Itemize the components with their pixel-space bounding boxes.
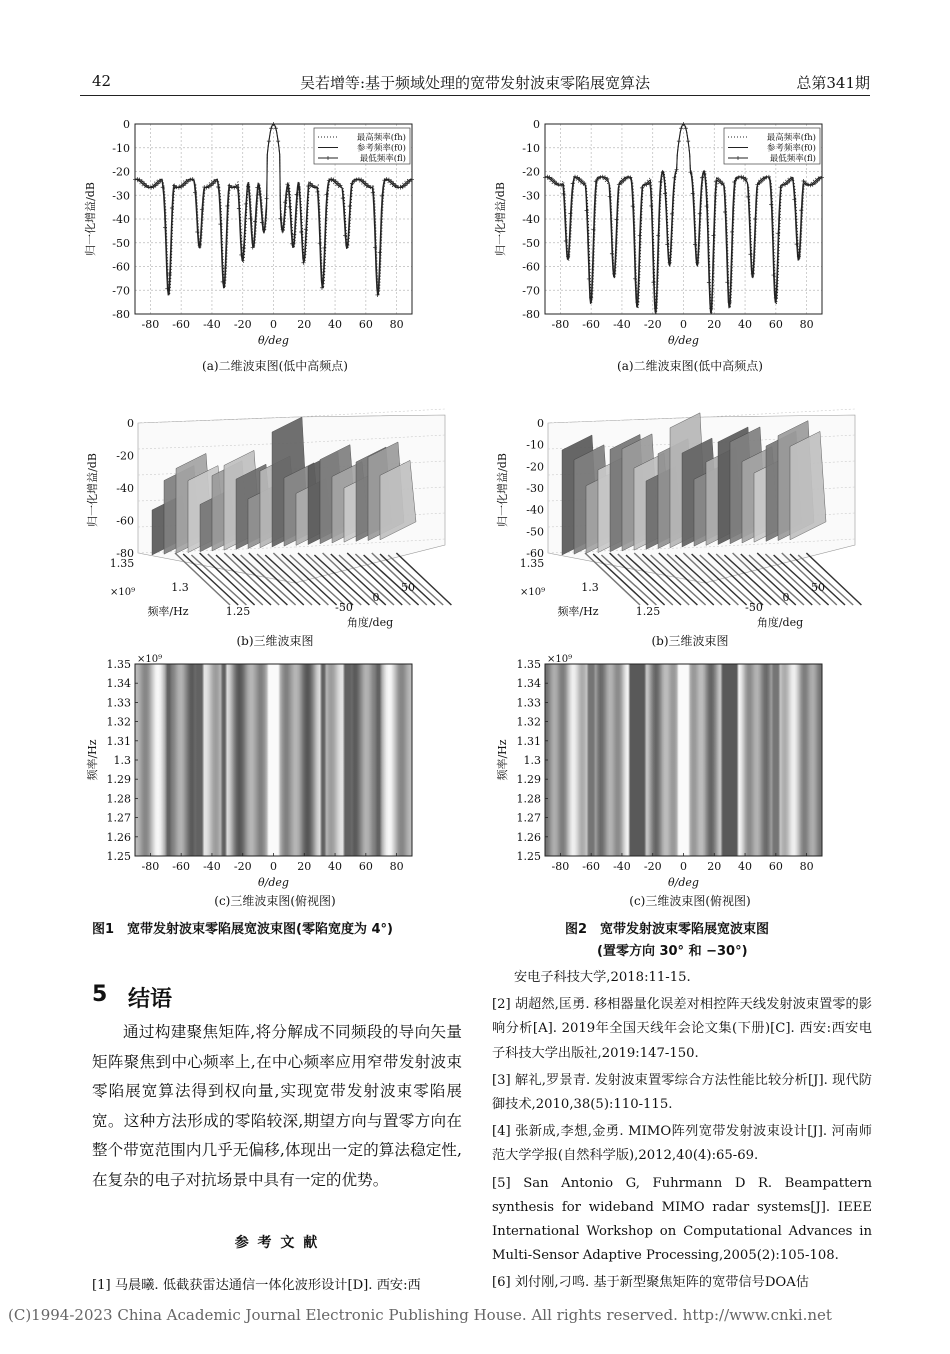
y-tick-label: -40 bbox=[112, 213, 130, 226]
x-tick-label: -20 bbox=[643, 860, 662, 873]
y-tick-label: 1.29 bbox=[106, 773, 131, 787]
angle-tick-label: 50 bbox=[401, 581, 415, 594]
x-tick-label: 60 bbox=[358, 318, 373, 331]
z-tick-label: -20 bbox=[116, 449, 134, 463]
y-tick-label: 1.25 bbox=[516, 850, 541, 863]
y-axis-label: 频率/Hz bbox=[86, 739, 99, 781]
surface-ridge bbox=[790, 431, 826, 539]
x-tick-label: -80 bbox=[551, 860, 570, 873]
z-tick-label: -60 bbox=[526, 547, 544, 560]
reference-6: [6] 刘付刚,刁鸣. 基于新型聚焦矩阵的宽带信号DOA估 bbox=[492, 1275, 809, 1291]
series-marker bbox=[748, 252, 752, 256]
series-marker bbox=[677, 139, 681, 143]
conclusion-paragraph: 通过构建聚焦矩阵,将分解成不同频段的导向矢量矩阵聚焦到中心频率上,在中心频率应用窄带发射波束零陷展宽算法得到权向量,实现宽带发射波束零陷展宽。这种方法形成的零陷较深,期望方向与置零方向在整个带宽范围内几乎无偏移,体现出一定的算法稳定性,在复杂的电子对抗场景中具有一定的优势。 bbox=[92, 1023, 462, 1189]
x-tick-label: -40 bbox=[203, 860, 221, 873]
y-tick-label: 1.26 bbox=[106, 830, 131, 844]
fig2b-label: (b)三维波束图 bbox=[651, 634, 729, 648]
z-axis-label: 归一化增益/dB bbox=[496, 453, 509, 527]
legend-label: 最高频率(fh) bbox=[356, 133, 406, 143]
y-tick-label: 1.31 bbox=[106, 734, 131, 748]
y-tick-label: 1.28 bbox=[106, 792, 131, 806]
y-axis-label: 归一化增益/dB bbox=[84, 182, 97, 256]
series-marker bbox=[778, 185, 782, 189]
y-tick-label: -60 bbox=[112, 260, 130, 274]
y-tick-label: 0 bbox=[123, 118, 130, 131]
fig1a-line-chart bbox=[80, 112, 440, 357]
freq-axis-label: 频率/Hz bbox=[557, 605, 599, 618]
page-number: 42 bbox=[92, 72, 112, 90]
y-tick-label: -50 bbox=[522, 236, 540, 250]
series-marker bbox=[202, 185, 206, 189]
series-marker bbox=[225, 204, 229, 208]
floor-stripe bbox=[396, 553, 451, 605]
references-title: 参 考 文 献 bbox=[234, 1235, 320, 1251]
fig2c-heatmap bbox=[490, 652, 850, 892]
series-marker bbox=[730, 230, 734, 234]
x-tick-label: 0 bbox=[270, 318, 277, 331]
series-marker bbox=[253, 220, 257, 224]
freq-axis-label: 频率/Hz bbox=[147, 605, 189, 618]
x-tick-label: -40 bbox=[613, 860, 631, 873]
z-tick-label: -20 bbox=[526, 460, 544, 474]
y-tick-label: 1.27 bbox=[516, 811, 541, 825]
y-tick-label: 1.27 bbox=[106, 811, 131, 825]
y-tick-label: -30 bbox=[112, 189, 130, 203]
freq-tick-label: 1.25 bbox=[225, 605, 251, 618]
x-tick-label: -80 bbox=[141, 860, 160, 873]
x-tick-label: 20 bbox=[297, 860, 312, 873]
legend-label: 参考频率(f0) bbox=[356, 143, 406, 154]
reference-3: [3] 解礼,罗景青. 发射波束置零综合方法性能比较分析[J]. 现代防御技术,2010,38(5):110-115. bbox=[492, 1072, 872, 1113]
y-tick-label: 1.3 bbox=[113, 754, 131, 767]
running-title: 吴若增等:基于频域处理的宽带发射波束零陷展宽算法 bbox=[299, 74, 651, 92]
angle-tick-label: 0 bbox=[372, 591, 380, 604]
copyright-footer: (C)1994-2023 China Academic Journal Electronic Publishing House. All rights reserved. http://www.cnki.net bbox=[8, 1306, 832, 1324]
x-tick-label: -60 bbox=[582, 318, 601, 331]
series-marker bbox=[163, 225, 167, 229]
legend-label: 最低频率(fl) bbox=[359, 154, 406, 164]
y-tick-label: -40 bbox=[522, 213, 540, 226]
x-axis-label: θ/deg bbox=[668, 876, 699, 889]
y-tick-label: 1.32 bbox=[106, 715, 131, 729]
series-marker bbox=[274, 126, 278, 130]
floor-stripe bbox=[790, 554, 845, 605]
x-tick-label: 60 bbox=[768, 860, 783, 873]
fig1c-heatmap bbox=[80, 652, 440, 892]
x-tick-label: -60 bbox=[172, 318, 191, 331]
exponent-label: ×10⁹ bbox=[547, 654, 573, 665]
series-marker bbox=[712, 233, 716, 237]
y-tick-label: 1.32 bbox=[516, 715, 541, 729]
angle-axis-label: 角度/deg bbox=[346, 616, 394, 629]
z-tick-label: -80 bbox=[116, 547, 134, 560]
x-tick-label: -40 bbox=[203, 318, 221, 331]
floor-stripe bbox=[782, 553, 837, 605]
series-marker bbox=[371, 191, 375, 195]
series-marker bbox=[679, 126, 683, 130]
angle-axis-label: 角度/deg bbox=[756, 616, 804, 629]
series-marker bbox=[753, 217, 757, 221]
y-tick-label: 1.31 bbox=[516, 734, 541, 748]
floor-stripe bbox=[798, 555, 853, 605]
freq-tick-label: 1.3 bbox=[581, 581, 599, 594]
y-tick-label: -20 bbox=[522, 165, 540, 179]
z-tick-label: -40 bbox=[526, 503, 544, 517]
legend-label: 参考频率(f0) bbox=[766, 143, 816, 154]
exponent-label: ×10⁹ bbox=[137, 654, 163, 665]
fig1-caption: 图1 宽带发射波束零陷展宽波束图(零陷宽度为 4°) bbox=[92, 922, 393, 937]
floor-stripe bbox=[372, 553, 427, 605]
series-marker bbox=[237, 206, 241, 210]
series-marker bbox=[700, 176, 704, 180]
y-tick-label: 1.28 bbox=[516, 792, 541, 806]
x-tick-label: 40 bbox=[328, 318, 343, 331]
floor-stripe bbox=[388, 555, 443, 605]
angle-tick-label: -50 bbox=[745, 601, 763, 614]
series-marker bbox=[707, 280, 711, 284]
freq-exponent: ×10⁹ bbox=[520, 587, 546, 598]
series-marker bbox=[218, 222, 222, 226]
reference-5: [5] San Antonio G, Fuhrmann D R. Beampattern synthesis for wideband MIMO radar systems[J]. IEEE International Workshop on Computational Advances in Multi-Sensor Adaptive Processing,2005(2):105-108. bbox=[492, 1175, 872, 1264]
y-tick-label: 0 bbox=[533, 118, 540, 131]
series-marker bbox=[686, 139, 690, 143]
angle-tick-label: 0 bbox=[782, 591, 790, 604]
fig1a-label: (a)二维波束图(低中高频点) bbox=[202, 359, 348, 373]
x-tick-label: -20 bbox=[233, 318, 252, 331]
x-tick-label: 80 bbox=[799, 318, 814, 331]
x-tick-label: -40 bbox=[613, 318, 631, 331]
heatmap-field bbox=[545, 664, 822, 856]
floor-stripe bbox=[806, 553, 861, 605]
x-tick-label: 20 bbox=[707, 318, 722, 331]
series-marker bbox=[633, 277, 637, 281]
legend-label: 最低频率(fl) bbox=[769, 154, 816, 164]
y-tick-label: -10 bbox=[522, 141, 540, 155]
fig2-caption-line1: 图2 宽带发射波束零陷展宽波束图 bbox=[565, 922, 770, 937]
fig1b-label: (b)三维波束图 bbox=[236, 634, 314, 648]
x-tick-label: 40 bbox=[738, 318, 753, 331]
x-tick-label: 20 bbox=[707, 860, 722, 873]
x-tick-label: -20 bbox=[643, 318, 662, 331]
z-tick-label: -40 bbox=[116, 482, 134, 495]
z-axis-label: 归一化增益/dB bbox=[86, 453, 99, 527]
x-tick-label: 0 bbox=[680, 860, 687, 873]
y-tick-label: -50 bbox=[112, 236, 130, 250]
series-marker bbox=[133, 178, 137, 182]
fig2a-line-chart bbox=[490, 112, 850, 357]
series-marker bbox=[638, 233, 642, 237]
series-marker bbox=[322, 246, 326, 250]
y-axis-label: 归一化增益/dB bbox=[494, 182, 507, 256]
z-tick-label: -50 bbox=[526, 525, 544, 539]
reference-1-continued: 安电子科技大学,2018:11-15. bbox=[514, 970, 691, 985]
series-marker bbox=[615, 217, 619, 221]
x-tick-label: 60 bbox=[768, 318, 783, 331]
freq-exponent: ×10⁹ bbox=[110, 587, 136, 598]
y-tick-label: -80 bbox=[522, 308, 540, 321]
floor-stripe bbox=[765, 554, 820, 605]
references-right-column bbox=[492, 966, 872, 1296]
x-tick-label: 40 bbox=[328, 860, 343, 873]
series-marker bbox=[684, 126, 688, 130]
series-marker bbox=[587, 277, 591, 281]
freq-tick-label: 1.25 bbox=[635, 605, 661, 618]
reference-2: [2] 胡超然,匡勇. 移相器量化误差对相控阵天线发射波束置零的影响分析[A]. 2019年全国天线年会论文集(下册)[C]. 西安:西安电子科技大学出版社,2019:147-150. bbox=[492, 997, 872, 1061]
series-marker bbox=[348, 204, 352, 208]
series-marker bbox=[244, 202, 248, 206]
x-tick-label: -20 bbox=[233, 860, 252, 873]
z-tick-label: -10 bbox=[526, 438, 544, 452]
issue-number: 总第341期 bbox=[796, 74, 870, 92]
freq-tick-label: 1.35 bbox=[519, 557, 545, 570]
series-marker bbox=[288, 205, 292, 209]
floor-stripe bbox=[380, 554, 435, 605]
x-axis-label: θ/deg bbox=[258, 334, 289, 347]
y-tick-label: 1.35 bbox=[106, 658, 131, 671]
x-tick-label: -80 bbox=[141, 318, 160, 331]
x-axis-label: θ/deg bbox=[258, 876, 289, 889]
y-tick-label: 1.25 bbox=[106, 850, 131, 863]
series-marker bbox=[267, 139, 271, 143]
angle-tick-label: -50 bbox=[335, 601, 353, 614]
y-tick-label: -70 bbox=[112, 284, 130, 298]
y-tick-label: 1.34 bbox=[516, 677, 541, 691]
y-tick-label: 1.3 bbox=[523, 754, 541, 767]
z-tick-label: -60 bbox=[116, 514, 134, 528]
x-tick-label: 0 bbox=[270, 860, 277, 873]
y-axis-label: 频率/Hz bbox=[496, 739, 509, 781]
reference-1: [1] 马晨曦. 低截获雷达通信一体化波形设计[D]. 西安:西 bbox=[92, 1278, 421, 1293]
series-marker bbox=[723, 210, 727, 214]
x-tick-label: 80 bbox=[389, 318, 404, 331]
series-marker bbox=[543, 175, 547, 179]
y-tick-label: 1.26 bbox=[516, 830, 541, 844]
series-marker bbox=[608, 195, 612, 199]
x-tick-label: 20 bbox=[297, 318, 312, 331]
x-tick-label: -60 bbox=[582, 860, 601, 873]
fig1c-label: (c)三维波束图(俯视图) bbox=[214, 894, 336, 908]
fig1b-3d-chart bbox=[80, 405, 450, 637]
section-heading: 结语 bbox=[128, 987, 173, 1012]
z-tick-label: 0 bbox=[127, 417, 134, 430]
section-number: 5 bbox=[92, 982, 108, 1007]
y-tick-label: -70 bbox=[522, 284, 540, 298]
y-tick-label: 1.34 bbox=[106, 677, 131, 691]
series-marker bbox=[276, 139, 280, 143]
heatmap-field bbox=[135, 664, 412, 856]
fig2a-label: (a)二维波束图(低中高频点) bbox=[617, 359, 763, 373]
series-marker bbox=[651, 280, 655, 284]
fig2c-label: (c)三维波束图(俯视图) bbox=[629, 894, 751, 908]
fig2b-3d-chart bbox=[490, 405, 860, 637]
series-marker bbox=[315, 190, 319, 194]
series-marker bbox=[269, 126, 273, 130]
series-marker bbox=[299, 230, 303, 234]
y-tick-label: -80 bbox=[112, 308, 130, 321]
y-tick-label: -60 bbox=[522, 260, 540, 274]
y-tick-label: 1.35 bbox=[516, 658, 541, 671]
x-tick-label: 80 bbox=[799, 860, 814, 873]
y-tick-label: -30 bbox=[522, 189, 540, 203]
series-marker bbox=[640, 186, 644, 190]
y-tick-label: -10 bbox=[112, 141, 130, 155]
z-tick-label: -30 bbox=[526, 482, 544, 495]
series-marker bbox=[675, 168, 679, 172]
freq-tick-label: 1.3 bbox=[171, 581, 189, 594]
reference-4: [4] 张新成,李想,金勇. MIMO阵列宽带发射波束设计[J]. 河南师范大学学报(自然科学版),2012,40(4):65-69. bbox=[492, 1124, 872, 1164]
x-tick-label: 80 bbox=[389, 860, 404, 873]
series-marker bbox=[658, 180, 662, 184]
x-axis-label: θ/deg bbox=[668, 334, 699, 347]
series-marker bbox=[799, 208, 803, 212]
series-marker bbox=[769, 203, 773, 207]
legend-label: 最高频率(fh) bbox=[766, 133, 816, 143]
y-tick-label: 1.33 bbox=[516, 696, 541, 710]
y-tick-label: 1.29 bbox=[516, 773, 541, 787]
y-tick-label: 1.33 bbox=[106, 696, 131, 710]
header-rule bbox=[80, 95, 870, 96]
x-tick-label: 0 bbox=[680, 318, 687, 331]
x-tick-label: 60 bbox=[358, 860, 373, 873]
fig2-caption-line2: (置零方向 30° 和 −30°) bbox=[597, 944, 748, 959]
y-tick-label: -20 bbox=[112, 165, 130, 179]
x-tick-label: 40 bbox=[738, 860, 753, 873]
angle-tick-label: 50 bbox=[811, 581, 825, 594]
series-marker bbox=[378, 251, 382, 255]
series-marker bbox=[610, 252, 614, 256]
x-tick-label: -60 bbox=[172, 860, 191, 873]
z-tick-label: 0 bbox=[537, 417, 544, 430]
series-marker bbox=[265, 197, 269, 201]
x-tick-label: -80 bbox=[551, 318, 570, 331]
freq-tick-label: 1.35 bbox=[109, 557, 135, 570]
floor-stripe bbox=[355, 554, 410, 605]
series-marker bbox=[656, 234, 660, 238]
